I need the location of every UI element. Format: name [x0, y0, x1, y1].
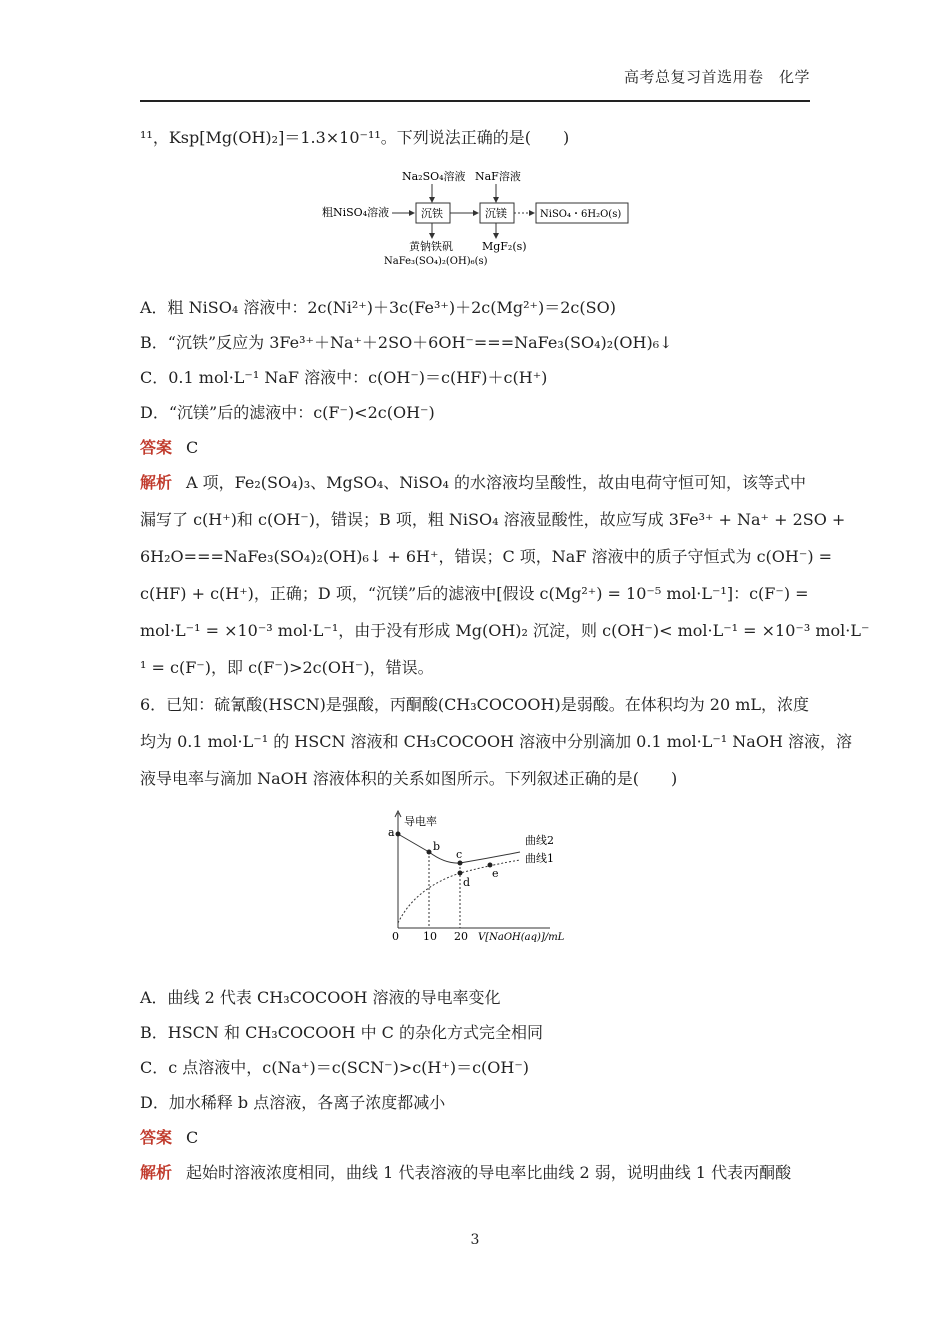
q6-analysis-text: 起始时溶液浓度相同，曲线 1 代表溶液的导电率比曲线 2 弱，说明曲线 1 代表丙酮酸 — [186, 1163, 792, 1182]
q6-analysis-label: 解析 — [140, 1163, 173, 1182]
q5-analysis-line-5: mol·L⁻¹ = ×10⁻³ mol·L⁻¹，由于没有形成 Mg(OH)₂ 沉淀，则 c(OH⁻)< mol·L⁻¹ = ×10⁻³ mol·L⁻ — [140, 621, 870, 640]
q5-option-a: A．粗 NiSO₄ 溶液中：2c(Ni²⁺)＋3c(Fe³⁺)＋2c(Mg²⁺)＝2c(SO) — [140, 298, 616, 317]
chart-label-b: b — [433, 840, 441, 853]
flow-bottom-2: MgF₂(s) — [482, 240, 527, 253]
chart-y-label: 导电率 — [404, 815, 437, 828]
q6-option-a: A．曲线 2 代表 CH₃COCOOH 溶液的导电率变化 — [140, 988, 501, 1007]
chart-x-tick-10: 10 — [423, 930, 437, 943]
chart-point-c — [458, 861, 463, 866]
q5-analysis-line-1 — [140, 473, 810, 493]
flow-start: 粗NiSO₄溶液 — [322, 206, 390, 219]
chart-label-e: e — [492, 867, 499, 880]
chart-point-a — [396, 832, 401, 837]
q6-analysis — [140, 1163, 810, 1183]
chart-curve-1 — [398, 860, 520, 923]
q5-answer-label: 答案 — [140, 438, 173, 457]
q6-conductivity-chart — [370, 808, 580, 952]
chart-curve-2-label: 曲线2 — [525, 834, 554, 847]
chart-x-label: V[NaOH(aq)]/mL — [478, 932, 565, 943]
chart-x-tick-20: 20 — [454, 930, 468, 943]
flow-input-top-2: NaF溶液 — [475, 170, 521, 183]
header-rule — [140, 100, 810, 102]
chart-label-a: a — [388, 826, 395, 839]
q5-option-b: B．“沉铁”反应为 3Fe³⁺＋Na⁺＋2SO＋6OH⁻===NaFe₃(SO₄)₂(OH)₆↓ — [140, 333, 673, 352]
q5-analysis-line-6: ¹ = c(F⁻)，即 c(F⁻)>2c(OH⁻)，错误。 — [140, 658, 434, 677]
q6-answer-label: 答案 — [140, 1128, 173, 1147]
q6-answer — [140, 1128, 810, 1148]
page-number: 3 — [470, 1232, 480, 1248]
flow-bottom-1a: 黄钠铁矾 — [409, 240, 453, 253]
page-header: 高考总复习首选用卷 化学 — [623, 68, 810, 86]
chart-label-c: c — [456, 848, 463, 861]
q5-analysis-label: 解析 — [140, 473, 173, 492]
chart-label-d: d — [463, 876, 471, 889]
flow-input-top-1: Na₂SO₄溶液 — [402, 170, 466, 183]
q5-stem: ¹¹，Ksp[Mg(OH)₂]＝1.3×10⁻¹¹。下列说法正确的是( ) — [140, 128, 570, 147]
q5-flow-diagram — [320, 168, 640, 272]
chart-origin: 0 — [392, 930, 399, 943]
q6-option-c: C．c 点溶液中，c(Na⁺)＝c(SCN⁻)>c(H⁺)＝c(OH⁻) — [140, 1058, 530, 1077]
q5-option-d: D．“沉镁”后的滤液中：c(F⁻)<2c(OH⁻) — [140, 403, 435, 422]
flow-product: NiSO₄・6H₂O(s) — [540, 209, 622, 220]
q6-stem-line-2: 均为 0.1 mol·L⁻¹ 的 HSCN 溶液和 CH₃COCOOH 溶液中分别滴加 0.1 mol·L⁻¹ NaOH 溶液，溶 — [140, 732, 852, 751]
q6-stem-line-3: 液导电率与滴加 NaOH 溶液体积的关系如图所示。下列叙述正确的是( ) — [140, 769, 678, 788]
q5-option-c: C．0.1 mol·L⁻¹ NaF 溶液中：c(OH⁻)＝c(HF)＋c(H⁺) — [140, 368, 548, 387]
flow-box-2-label: 沉镁 — [485, 207, 507, 220]
chart-curve-1-label: 曲线1 — [525, 852, 554, 865]
q6-answer-value: C — [186, 1128, 199, 1147]
q5-analysis-line-4: c(HF) + c(H⁺)，正确；D 项，“沉镁”后的滤液中[假设 c(Mg²⁺) = 10⁻⁵ mol·L⁻¹]：c(F⁻) = — [140, 584, 809, 603]
q5-analysis-line-3: 6H₂O===NaFe₃(SO₄)₂(OH)₆↓ + 6H⁺，错误；C 项，NaF 溶液中的质子守恒式为 c(OH⁻) = — [140, 547, 833, 566]
flow-box-1-label: 沉铁 — [421, 207, 443, 220]
q5-answer — [140, 438, 810, 458]
q5-answer-value: C — [186, 438, 199, 457]
q5-analysis-text-1: A 项，Fe₂(SO₄)₃、MgSO₄、NiSO₄ 的水溶液均呈酸性，故由电荷守恒可知，该等式中 — [186, 473, 806, 492]
q5-analysis-line-2: 漏写了 c(H⁺)和 c(OH⁻)，错误；B 项，粗 NiSO₄ 溶液显酸性，故应写成 3Fe³⁺ + Na⁺ + 2SO + — [140, 510, 846, 529]
q6-option-b: B．HSCN 和 CH₃COCOOH 中 C 的杂化方式完全相同 — [140, 1023, 543, 1042]
q6-option-d: D．加水稀释 b 点溶液，各离子浓度都减小 — [140, 1093, 446, 1112]
q6-stem-line-1: 6．已知：硫氰酸(HSCN)是强酸，丙酮酸(CH₃COCOOH)是弱酸。在体积均为 20 mL，浓度 — [140, 695, 810, 714]
chart-point-b — [427, 850, 432, 855]
chart-point-d — [458, 871, 463, 876]
flow-bottom-1b: NaFe₃(SO₄)₂(OH)₆(s) — [384, 256, 488, 267]
